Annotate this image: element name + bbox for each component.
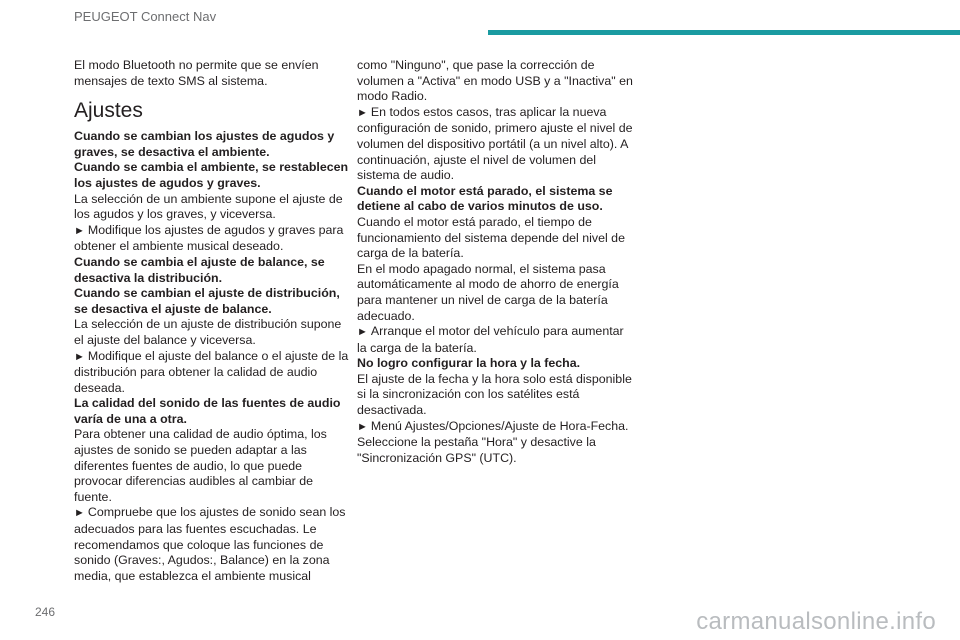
triangle-right-icon: ► bbox=[74, 350, 85, 363]
paragraph: En el modo apagado normal, el sistema pasa automáticamente al modo de ahorro de energía para mantener un nivel de carga de la batería adecuado. bbox=[357, 261, 619, 323]
instruction-item bbox=[74, 223, 350, 255]
triangle-right-icon: ► bbox=[357, 106, 368, 119]
bold-paragraph: La calidad del sonido de las fuentes de audio varía de una a otra. bbox=[74, 396, 341, 426]
bold-paragraph: Cuando el motor está parado, el sistema se detiene al cabo de varios minutos de uso. bbox=[357, 183, 613, 214]
paragraph: La selección de un ajuste de distribución supone el ajuste del balance y viceversa. bbox=[74, 317, 342, 347]
paragraph: Cuando el motor está parado, el tiempo de funcionamiento del sistema depende del nivel de carga de la batería. bbox=[357, 214, 625, 261]
instruction-text: Modifique el ajuste del balance o el ajuste de la distribución para obtener la calidad de audio deseada. bbox=[74, 348, 349, 395]
instruction-text: En todos estos casos, tras aplicar la nueva configuración de sonido, primero ajuste el nivel de volumen del dispositivo portátil (a un nivel alto). A continuación, ajuste el nivel de volumen del sistema de audio. bbox=[357, 104, 633, 183]
instruction-text: Arranque el motor del vehículo para aumentar la carga de la batería. bbox=[357, 324, 624, 355]
watermark: carmanualsonline.info bbox=[696, 608, 936, 635]
paragraph: Para obtener una calidad de audio óptima, los ajustes de sonido se pueden adaptar a las diferentes fuentes de audio, lo que puede provocar diferencias audibles al cambiar de fuente. bbox=[74, 427, 327, 504]
page-number: 246 bbox=[35, 605, 56, 619]
triangle-right-icon: ► bbox=[74, 224, 85, 237]
instruction-item bbox=[74, 505, 350, 584]
instruction-text: Modifique los ajustes de agudos y graves para obtener el ambiente musical deseado. bbox=[74, 222, 344, 254]
paragraph: como "Ninguno", que pase la corrección de volumen a "Activa" en modo USB y a "Inactiva" en modo Radio. bbox=[357, 58, 633, 104]
instruction-item bbox=[357, 324, 633, 356]
bold-paragraph: No logro configurar la hora y la fecha. bbox=[357, 356, 581, 371]
instruction-text: Menú Ajustes/Opciones/Ajuste de Hora-Fecha. Seleccione la pestaña "Hora" y desactive la "Sincronización GPS" (UTC). bbox=[357, 418, 629, 465]
paragraph: La selección de un ambiente supone el ajuste de los agudos y los graves, y viceversa. bbox=[74, 191, 343, 222]
left-column bbox=[74, 58, 350, 584]
triangle-right-icon: ► bbox=[74, 507, 85, 520]
right-column bbox=[357, 58, 633, 466]
bold-paragraph: Cuando se cambian los ajustes de agudos y graves, se desactiva el ambiente. bbox=[74, 129, 335, 159]
bold-paragraph: Cuando se cambian el ajuste de distribución, se desactiva el ajuste de balance. bbox=[74, 286, 340, 316]
instruction-item bbox=[74, 349, 350, 397]
section-heading: Ajustes bbox=[74, 99, 143, 123]
running-header-title: PEUGEOT Connect Nav bbox=[74, 9, 217, 24]
intro-paragraph: El modo Bluetooth no permite que se envíen mensajes de texto SMS al sistema. bbox=[74, 58, 319, 88]
paragraph: El ajuste de la fecha y la hora solo está disponible si la sincronización con los satélites está desactivada. bbox=[357, 371, 632, 418]
instruction-item bbox=[357, 105, 633, 184]
triangle-right-icon: ► bbox=[357, 326, 368, 339]
instruction-item bbox=[357, 419, 633, 467]
bold-paragraph: Cuando se cambia el ajuste de balance, se desactiva la distribución. bbox=[74, 254, 325, 285]
instruction-text: Compruebe que los ajustes de sonido sean los adecuados para las fuentes escuchadas. Le recomendamos que coloque las funciones de sonido (Graves:, Agudos:, Balance) en la zona media, que establezca el ambiente musical bbox=[74, 505, 346, 583]
bold-paragraph: Cuando se cambia el ambiente, se restablecen los ajustes de agudos y graves. bbox=[74, 160, 349, 190]
triangle-right-icon: ► bbox=[357, 420, 368, 433]
header-accent-bar bbox=[488, 30, 960, 35]
